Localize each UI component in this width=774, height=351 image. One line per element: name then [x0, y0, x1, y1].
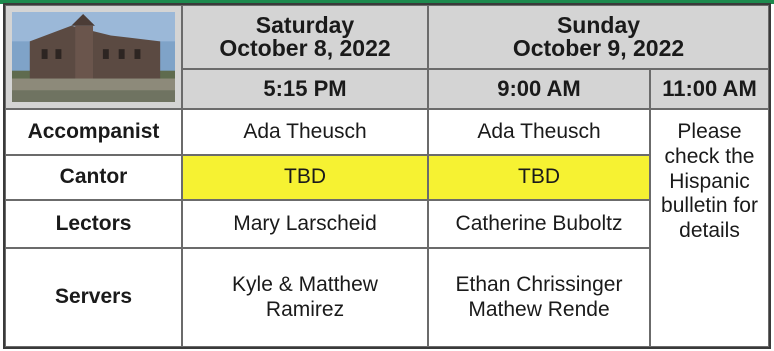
role-accompanist: Accompanist	[5, 109, 182, 155]
servers-saturday-line2: Ramirez	[265, 297, 345, 321]
note-line-1: Please	[677, 120, 742, 143]
note-line-3: Hispanic	[669, 169, 750, 193]
role-servers: Servers	[5, 248, 182, 347]
role-cantor: Cantor	[5, 155, 182, 200]
servers-sunday-line1: Ethan Chrissinger	[455, 273, 623, 297]
lectors-saturday: Mary Larscheid	[182, 200, 428, 248]
saturday-time: 5:15 PM	[182, 69, 428, 109]
sunday-time-11am: 11:00 AM	[650, 69, 769, 109]
saturday-day-label: Saturday	[255, 12, 355, 38]
cantor-sunday-9am: TBD	[428, 155, 650, 200]
church-photo-cell	[5, 5, 182, 109]
note-line-4: bulletin for	[661, 194, 758, 218]
role-lectors: Lectors	[5, 200, 182, 248]
schedule-table	[3, 3, 771, 349]
note-line-5: details	[679, 219, 740, 243]
accompanist-saturday: Ada Theusch	[182, 109, 428, 155]
cantor-saturday: TBD	[182, 155, 428, 200]
lectors-sunday-9am: Catherine Buboltz	[428, 200, 650, 248]
saturday-header	[182, 5, 428, 69]
accompanist-sunday-9am: Ada Theusch	[428, 109, 650, 155]
sunday-day-label: Sunday	[556, 12, 641, 38]
saturday-date-label: October 8, 2022	[219, 35, 391, 61]
church-photo	[12, 12, 175, 102]
sunday-11am-note	[650, 109, 769, 347]
sunday-time-9am: 9:00 AM	[428, 69, 650, 109]
servers-sunday-line2: Mathew Rende	[468, 297, 610, 321]
sunday-header	[428, 5, 769, 69]
servers-sunday-9am	[428, 248, 650, 347]
note-line-2: check the	[664, 144, 755, 168]
servers-saturday	[182, 248, 428, 347]
sunday-date-label: October 9, 2022	[512, 35, 685, 61]
servers-saturday-line1: Kyle & Matthew	[232, 273, 378, 297]
